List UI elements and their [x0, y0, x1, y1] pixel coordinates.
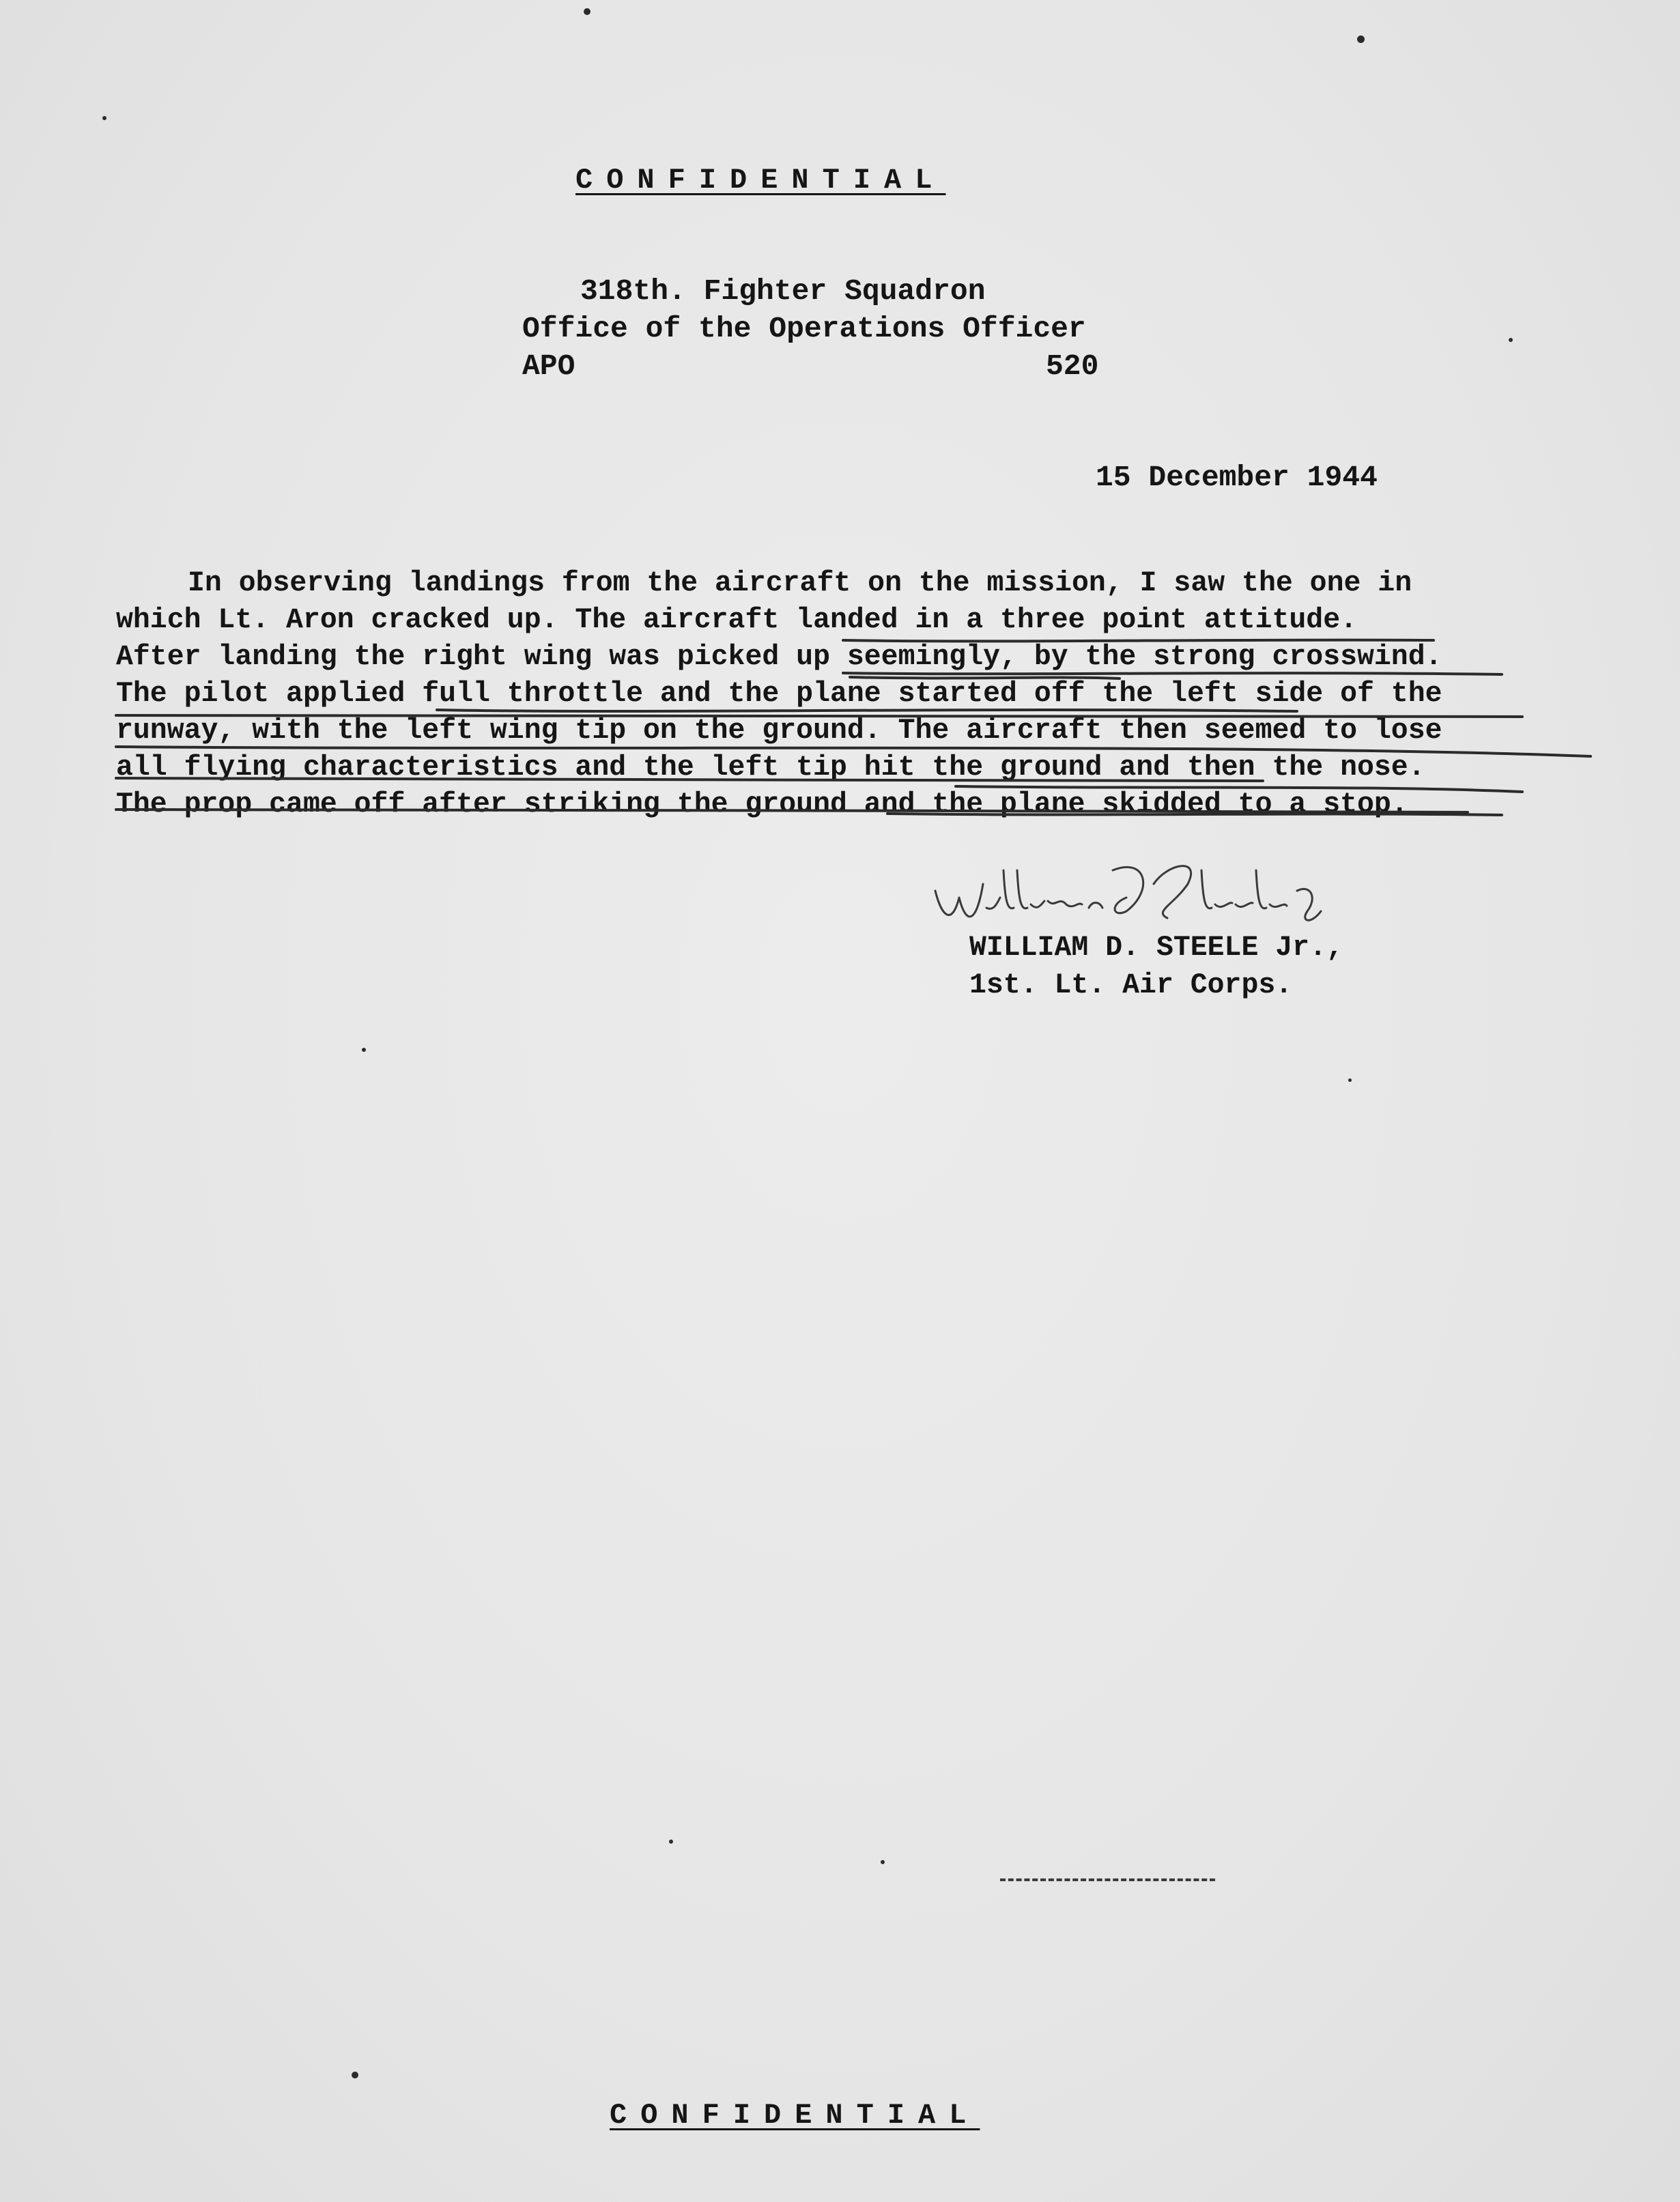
scan-speck: [362, 1048, 366, 1052]
body-line: After landing the right wing was picked up seemingly, by the strong crosswind.: [116, 641, 1442, 673]
body-line: runway, with the left wing tip on the ground. The aircraft then seemed to lose: [116, 715, 1442, 747]
scan-speck: [669, 1840, 673, 1844]
scan-speck: [352, 2072, 358, 2078]
handwritten-signature: [928, 843, 1372, 945]
scan-speck: [102, 116, 106, 120]
signatory-rank: 1st. Lt. Air Corps.: [969, 969, 1293, 1001]
scan-speck: [1357, 35, 1365, 43]
unit-name: 318th. Fighter Squadron: [580, 274, 986, 308]
office-name: Office of the Operations Officer: [522, 312, 1086, 345]
body-line: The pilot applied full throttle and the plane started off the left side of the: [116, 678, 1442, 710]
apo-number: 520: [1046, 349, 1099, 383]
stray-dash-mark: [1000, 1878, 1215, 1881]
scan-speck: [1348, 1078, 1352, 1082]
body-line: all flying characteristics and the left tip hit the ground and then the nose.: [116, 752, 1425, 784]
body-line: In observing landings from the aircraft on the mission, I saw the one in: [188, 567, 1412, 599]
report-body: [116, 565, 1536, 823]
document-date: 15 December 1944: [1096, 461, 1378, 494]
classification-marking-bottom: CONFIDENTIAL: [610, 2099, 980, 2132]
scan-speck: [1509, 338, 1513, 342]
body-line: The prop came off after striking the ground and the plane skidded to a stop.: [116, 788, 1408, 820]
body-line: which Lt. Aron cracked up. The aircraft landed in a three point attitude.: [116, 604, 1357, 636]
scan-speck: [881, 1860, 885, 1864]
signatory-name: WILLIAM D. STEELE Jr.,: [969, 932, 1343, 964]
scan-speck: [584, 8, 590, 15]
classification-marking-top: CONFIDENTIAL: [575, 164, 946, 197]
apo-label: APO: [522, 349, 575, 383]
